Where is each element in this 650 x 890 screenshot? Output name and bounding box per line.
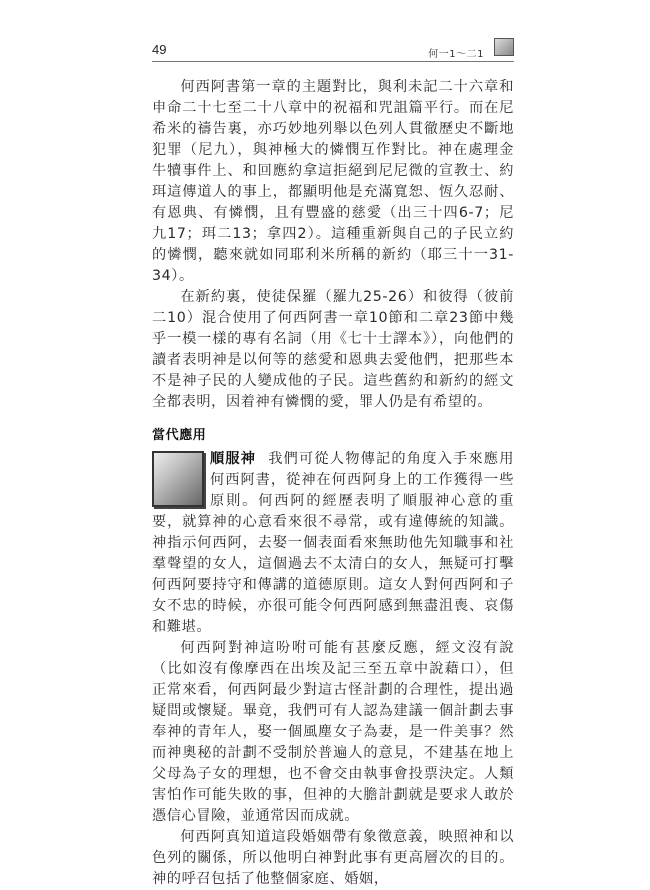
running-head: 何一1～二1: [428, 49, 484, 60]
header-rule: [152, 61, 514, 62]
page-body: [152, 77, 514, 890]
subheading: 順服神: [210, 451, 257, 467]
tools-icon: [494, 38, 514, 56]
section-title: 當代應用: [152, 428, 207, 443]
paragraph: 在新約裏，使徒保羅（羅九25-26）和彼得（彼前二10）混合使用了何西阿書一章10節和二章23節中幾乎一模一樣的專有名詞（用《七十士譯本》），向他們的讀者表明神是以何等的慈愛和恩典去愛他們，把那些本不是神子民的人變成他的子民。這些舊約和新約的經文全都表明，因着神有憐憫的愛，罪人仍是有希望的。: [152, 289, 514, 410]
paragraph: 順服神 我們可從人物傳記的角度入手來應用何西阿書，從神在何西阿身上的工作獲得一些原則。何西阿的經歷表明了順服神心意的重要，就算神的心意看來很不尋常，或有違傳統的知識。神指示何西阿，去娶一個表面看來無助他先知職事和社羣聲望的女人，這個過去不太清白的女人，無疑可打擊何西阿要持守和傳講的道德原則。這女人對何西阿和子女不忠的時候，亦很可能令何西阿感到無盡沮喪、哀傷和難堪。: [152, 451, 514, 635]
page-header: [152, 40, 514, 62]
paragraph: 何西阿對神這吩咐可能有甚麼反應，經文沒有說（比如沒有像摩西在出埃及記三至五章中說藉口），但正常來看，何西阿最少對這古怪計劃的合理性，提出過疑問或懷疑。畢竟，我們可有人認為建議一個計劃去事奉神的青年人，娶一個風塵女子為妻，是一件美事？然而神奧秘的計劃不受制於普遍人的意見，不建基在地上父母為子女的理想，也不會交由執事會投票決定。人類害怕作可能失敗的事，但神的大膽計劃就是要求人敢於憑信心冒險，並通常因而成就。: [152, 640, 514, 824]
application-section: [152, 449, 514, 890]
paragraph: 何西阿書第一章的主題對比，與利未記二十六章和申命二十七至二十八章中的祝福和咒詛篇平行。而在尼希米的禱告裏，亦巧妙地列舉以色列人貫徹歷史不斷地犯罪（尼九），與神極大的憐憫互作對比。神在處理金牛犢事件上、和回應約拿這拒絕到尼尼微的宣教士、約珥這傳道人的事上，都顯明他是充滿寬恕、恆久忍耐、有恩典、有憐憫，且有豐盛的慈愛（出三十四6-7；尼九17；珥二13；拿四2）。這種重新與自己的子民立約的憐憫，聽來就如同耶利米所稱的新約（耶三十一31-34）。: [152, 79, 514, 284]
page-number: 49: [152, 42, 167, 57]
tools-icon: [152, 451, 204, 507]
paragraph: 何西阿真知道這段婚姻帶有象徵意義，映照神和以色列的關係，所以他明白神對此事有更高層次的目的。神的呼召包括了他整個家庭、婚姻，: [152, 829, 514, 887]
